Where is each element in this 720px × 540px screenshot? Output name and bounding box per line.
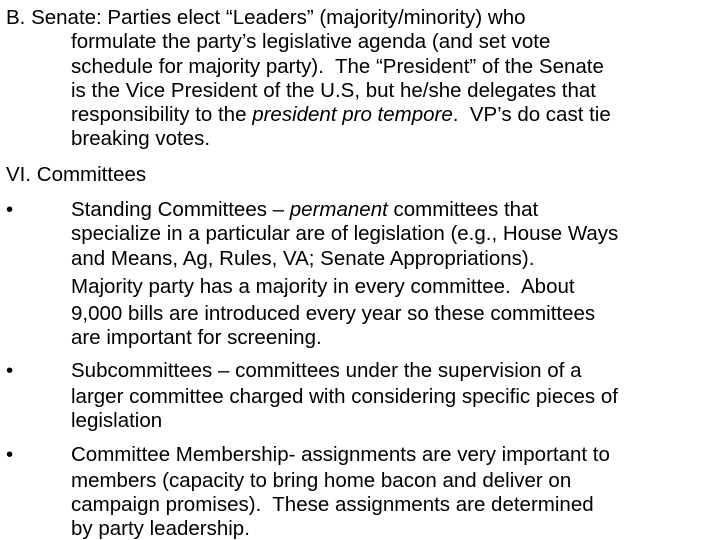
bullet-membership-marker: • — [6, 443, 14, 466]
president-pro-tempore-term: president pro tempore — [252, 103, 453, 126]
standing-line-1-end: committees that — [387, 198, 539, 221]
standing-line-4: Majority party has a majority in every committee. About — [71, 275, 575, 298]
standing-line-6: are important for screening. — [71, 326, 322, 349]
senate-line-2: formulate the party’s legislative agenda (and set vote — [71, 30, 551, 53]
subcommittees-line-3: legislation — [71, 409, 163, 432]
senate-line-4: is the Vice President of the U.S, but he/she delegates that — [71, 79, 596, 102]
bullet-subcommittees-marker: • — [6, 359, 14, 382]
subcommittees-line-2: larger committee charged with considering specific pieces of — [71, 385, 618, 408]
standing-line-1 — [71, 198, 538, 222]
membership-line-1: Committee Membership- assignments are very important to — [71, 443, 610, 466]
committees-heading: VI. Committees — [6, 163, 147, 186]
standing-line-5: 9,000 bills are introduced every year so these committees — [71, 302, 596, 325]
senate-line-3: schedule for majority party). The “President” of the Senate — [71, 55, 604, 78]
standing-line-2: specialize in a particular are of legislation (e.g., House Ways — [71, 222, 619, 245]
senate-line-6: breaking votes. — [71, 127, 211, 150]
standing-line-3: and Means, Ag, Rules, VA; Senate Appropriations). — [71, 247, 535, 270]
standing-line-1-start: Standing Committees – — [71, 198, 290, 221]
senate-line-5-start: responsibility to the — [71, 103, 253, 126]
permanent-term: permanent — [289, 198, 388, 221]
membership-line-2: members (capacity to bring home bacon and deliver on — [71, 469, 572, 492]
membership-line-3: campaign promises). These assignments are determined — [71, 493, 594, 516]
subcommittees-line-1: Subcommittees – committees under the supervision of a — [71, 359, 582, 382]
senate-line-1: B. Senate: Parties elect “Leaders” (majority/minority) who — [6, 6, 526, 29]
senate-line-5-end: . VP’s do cast tie — [452, 103, 611, 126]
senate-line-5 — [71, 103, 611, 127]
bullet-standing-marker: • — [6, 198, 14, 221]
membership-line-4: by party leadership. — [71, 517, 250, 540]
